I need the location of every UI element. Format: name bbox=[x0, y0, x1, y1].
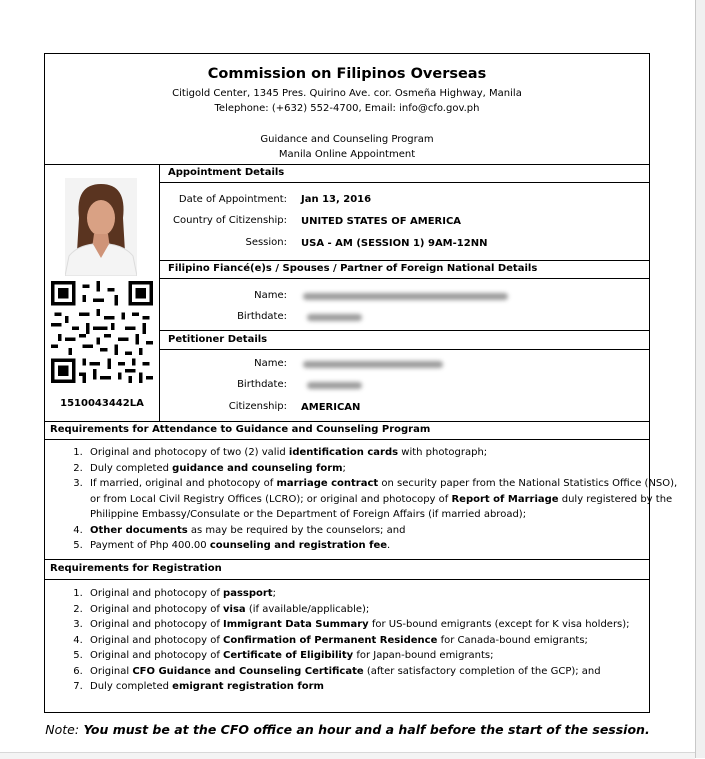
requirement-text: Payment of Php 400.00 bbox=[90, 540, 210, 551]
requirement-text: as may be required by the counselors; and bbox=[187, 524, 406, 536]
session-value: USA - AM (SESSION 1) 9AM-12NN bbox=[301, 238, 488, 249]
requirement-item bbox=[86, 538, 686, 554]
session-label: Session: bbox=[245, 237, 287, 248]
redacted-petitioner-name bbox=[303, 361, 443, 368]
requirement-item bbox=[86, 586, 686, 602]
requirement-item bbox=[86, 633, 686, 649]
divider bbox=[45, 579, 649, 580]
requirement-emphasis: counseling and registration fee bbox=[209, 540, 388, 551]
qr-code bbox=[51, 281, 153, 383]
requirement-emphasis: Immigrant Data Summary bbox=[223, 619, 369, 630]
requirement-emphasis: Certificate of Eligibility bbox=[223, 650, 354, 661]
requirement-item bbox=[86, 617, 686, 633]
fiance-details-title: Filipino Fiancé(e)s / Spouses / Partner of Foreign National Details bbox=[168, 263, 538, 274]
appointment-form bbox=[44, 53, 678, 713]
requirement-text: (if available/applicable); bbox=[245, 603, 370, 615]
divider bbox=[159, 349, 649, 350]
country-label: Country of Citizenship: bbox=[173, 215, 287, 226]
requirement-emphasis: emigrant registration form bbox=[172, 681, 324, 692]
divider bbox=[45, 439, 649, 440]
program-name: Guidance and Counseling Program bbox=[260, 134, 434, 145]
fiance-name-label: Name: bbox=[254, 290, 287, 301]
requirement-item bbox=[86, 461, 686, 477]
requirement-emphasis: guidance and counseling form bbox=[172, 462, 343, 474]
requirement-text: Original and photocopy of bbox=[90, 650, 224, 661]
requirement-emphasis: Confirmation of Permanent Residence bbox=[223, 634, 438, 646]
registration-requirements-list bbox=[45, 586, 686, 695]
requirement-text: ; bbox=[272, 588, 276, 599]
photo-column bbox=[45, 164, 160, 422]
requirement-text: on security paper from the National Statistics Office (NSO), or from Local Civil Registry Offices (LCRO); or original and photocopy of bbox=[90, 478, 678, 505]
requirement-text: Original and photocopy of two (2) valid bbox=[90, 447, 289, 458]
divider bbox=[159, 182, 649, 183]
requirement-item bbox=[86, 664, 686, 680]
requirement-text: ; bbox=[342, 462, 346, 474]
petitioner-citizenship-value: AMERICAN bbox=[301, 402, 361, 413]
attendance-requirements-list bbox=[45, 445, 686, 554]
requirement-text: for US-bound emigrants (except for K visa holders); bbox=[368, 619, 630, 630]
requirement-emphasis: Other documents bbox=[90, 524, 188, 536]
requirement-text: duly registered by the Philippine Embassy/Consulate or the Department of Foreign Affairs (if married abroad); bbox=[90, 493, 673, 520]
requirement-text: Duly completed bbox=[90, 462, 173, 474]
petitioner-birthdate-label: Birthdate: bbox=[237, 379, 287, 390]
requirement-item bbox=[86, 476, 686, 523]
requirement-text: Original bbox=[90, 665, 133, 677]
divider bbox=[159, 278, 649, 279]
requirement-item bbox=[86, 648, 686, 664]
requirement-emphasis: Report of Marriage bbox=[451, 493, 559, 505]
requirement-emphasis: passport bbox=[223, 588, 273, 599]
petitioner-name-label: Name: bbox=[254, 358, 287, 369]
reference-number: 1510043442LA bbox=[60, 398, 144, 409]
applicant-photo bbox=[65, 178, 137, 276]
appointment-type: Manila Online Appointment bbox=[278, 149, 416, 160]
redacted-fiance-birthdate bbox=[307, 314, 362, 321]
page-edge bbox=[695, 0, 705, 758]
requirement-item bbox=[86, 679, 686, 695]
requirement-text: Original and photocopy of bbox=[90, 588, 224, 599]
requirement-text: with photograph; bbox=[398, 447, 488, 458]
requirement-text: for Canada-bound emigrants; bbox=[437, 634, 588, 646]
requirement-emphasis: identification cards bbox=[288, 447, 399, 458]
note-prefix: Note: bbox=[45, 722, 80, 737]
country-value: UNITED STATES OF AMERICA bbox=[301, 216, 462, 227]
redacted-fiance-name bbox=[303, 293, 508, 300]
requirement-text: If married, original and photocopy of bbox=[90, 478, 277, 489]
appointment-details-title: Appointment Details bbox=[168, 167, 285, 178]
note-text: You must be at the CFO office an hour and a half before the start of the session. bbox=[79, 722, 650, 737]
date-value: Jan 13, 2016 bbox=[301, 194, 372, 205]
requirement-text: Original and photocopy of bbox=[90, 634, 224, 646]
petitioner-details-title: Petitioner Details bbox=[168, 334, 268, 345]
organization-address: Citigold Center, 1345 Pres. Quirino Ave. cor. Osmeña Highway, Manila bbox=[172, 88, 522, 99]
organization-contact: Telephone: (+632) 552-4700, Email: info@cfo.gov.ph bbox=[214, 103, 480, 114]
session-note bbox=[0, 722, 695, 737]
requirement-text: Duly completed bbox=[90, 681, 173, 692]
requirement-text: Original and photocopy of bbox=[90, 619, 224, 630]
requirement-text: . bbox=[387, 540, 391, 551]
requirement-text: Original and photocopy of bbox=[90, 603, 224, 615]
requirement-emphasis: marriage contract bbox=[276, 478, 379, 489]
fiance-birthdate-label: Birthdate: bbox=[237, 311, 287, 322]
requirement-text: for Japan-bound emigrants; bbox=[353, 650, 494, 661]
registration-requirements-title: Requirements for Registration bbox=[50, 563, 222, 574]
date-label: Date of Appointment: bbox=[178, 194, 287, 205]
requirement-item bbox=[86, 602, 686, 618]
attendance-requirements-title: Requirements for Attendance to Guidance and Counseling Program bbox=[50, 424, 431, 435]
requirement-text: (after satisfactory completion of the GCP); and bbox=[363, 665, 601, 677]
requirement-emphasis: CFO Guidance and Counseling Certificate bbox=[132, 665, 364, 677]
form-header bbox=[45, 54, 649, 165]
requirement-item bbox=[86, 445, 686, 461]
requirement-item bbox=[86, 523, 686, 539]
organization-name: Commission on Filipinos Overseas bbox=[207, 66, 487, 82]
redacted-petitioner-birthdate bbox=[307, 382, 362, 389]
requirement-emphasis: visa bbox=[223, 603, 246, 615]
petitioner-citizenship-label: Citizenship: bbox=[228, 401, 287, 412]
